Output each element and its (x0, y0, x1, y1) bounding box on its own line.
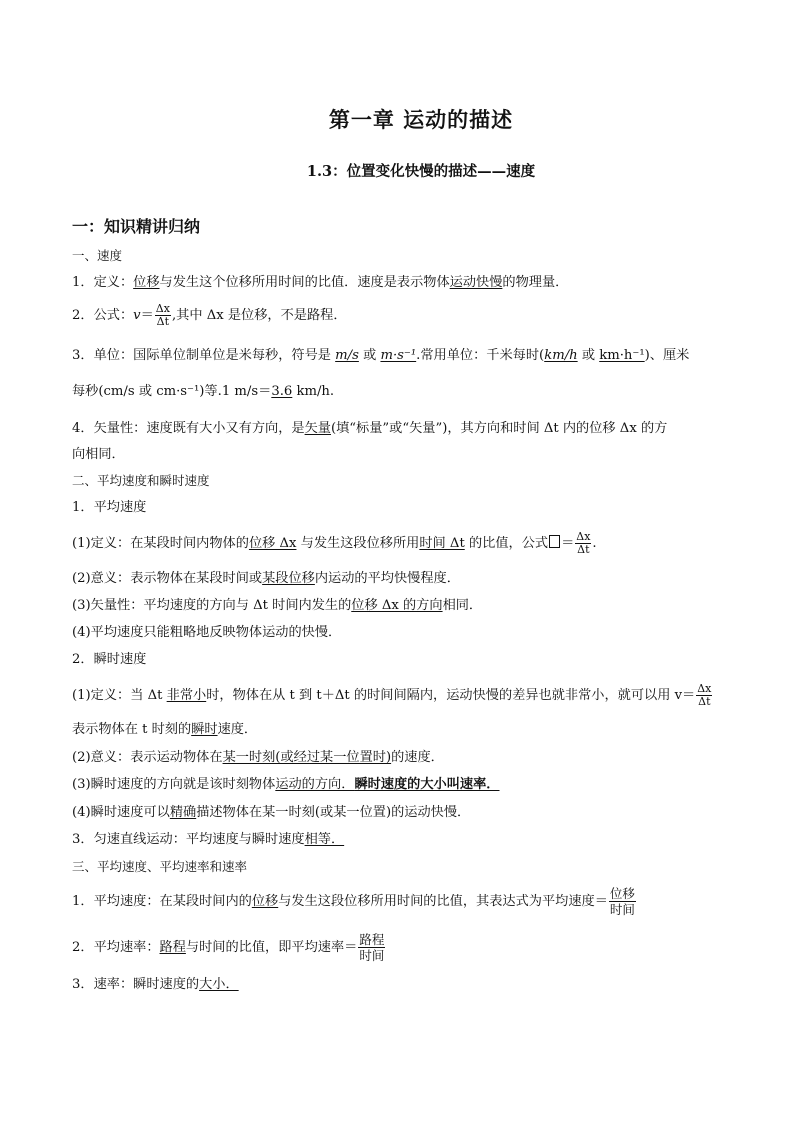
uniform-motion-line: 3．匀速直线运动：平均速度与瞬时速度相等． (72, 832, 345, 847)
definition-line: 1．定义：位移与发生这个位移所用时间的比值．速度是表示物体运动快慢的物理量． (72, 275, 569, 290)
instant-precise-line: (4)瞬时速度可以精确描述物体在某一时刻(或某一位置)的运动快慢． (72, 805, 471, 820)
avg-meaning-line: (2)意义：表示物体在某段时间或某段位移内运动的平均快慢程度． (72, 571, 460, 586)
vector-line: 4．矢量性：速度既有大小又有方向，是矢量(填“标量”或“矢量”)，其方向和时间 Δt 内的位移 Δx 的方 (72, 421, 668, 436)
instant-direction-line: (3)瞬时速度的方向就是该时刻物体运动的方向．瞬时速度的大小叫速率． (72, 777, 500, 792)
section-subtitle: 1.3：位置变化快慢的描述——速度 (306, 163, 536, 180)
avg-fraction: $\frac{\Delta x}{\Delta t}$ (576, 530, 591, 556)
main-heading: 一：知识精讲归纳 (72, 217, 201, 236)
avg-rough-line: (4)平均速度只能粗略地反映物体运动的快慢． (72, 625, 342, 640)
chapter-title: 第一章 运动的描述 (328, 107, 514, 132)
vector-line-2: 向相同． (72, 447, 125, 462)
instant-definition-line: (1)定义：当 Δt 非常小时，物体在从 t 到 t＋Δt 的时间间隔内，运动快慢的差异也就非常小，就可以用 v＝ $\frac{\Delta x}{\Delta t}$ (72, 682, 712, 708)
speed-definition-line: 3．速率：瞬时速度的大小． (72, 977, 239, 992)
instant-meaning-line: (2)意义：表示运动物体在某一时刻(或经过某一位置时)的速度． (72, 750, 444, 765)
displacement-over-time: $\frac{\text{位移}}{\text{时间}}$ (609, 886, 635, 917)
formula-line: 2．公式：v＝ $\frac{\Delta x}{\Delta t}$ ,其中 Δx 是位移，不是路程． (72, 302, 347, 328)
instant-velocity-title: 2．瞬时速度 (72, 652, 147, 667)
avg-velocity-expr-line: 1．平均速度：在某段时间内的位移与发生这段位移所用时间的比值，其表达式为平均速度＝ $\frac{\text{位移}}{\text{时间}}$ (72, 886, 635, 917)
v-bar-symbol-icon (549, 535, 560, 548)
instant-fraction: $\frac{\Delta x}{\Delta t}$ (697, 682, 712, 708)
distance-over-time: $\frac{\text{路程}}{\text{时间}}$ (359, 932, 385, 963)
instant-definition-line-2: 表示物体在 t 时刻的瞬时速度． (72, 722, 258, 737)
avg-velocity-title: 1．平均速度 (72, 500, 147, 515)
avg-definition-line: (1)定义：在某段时间内物体的位移 Δx 与发生这段位移所用时间 Δt 的比值，公式 ＝ $\frac{\Delta x}{\Delta t}$ . (72, 530, 597, 556)
unit-line-2: 每秒(cm/s 或 cm·s⁻¹)等.1 m/s＝3.6 km/h. (72, 384, 335, 399)
avg-instant-heading: 二、平均速度和瞬时速度 (72, 473, 210, 488)
unit-line: 3．单位：国际单位制单位是米每秒，符号是 m/s 或 m·s⁻¹.常用单位：千米每时(km/h 或 km·h⁻¹)、厘米 (72, 348, 690, 363)
delta-x-over-delta-t: $\frac{\Delta x}{\Delta t}$ (155, 302, 170, 328)
speed-heading: 一、速度 (72, 248, 123, 263)
avg-vector-line: (3)矢量性：平均速度的方向与 Δt 时间内发生的位移 Δx 的方向相同． (72, 598, 483, 613)
avg-speed-expr-line: 2．平均速率：路程与时间的比值，即平均速率＝ $\frac{\text{路程}}{\text{时间}}$ (72, 932, 385, 963)
speed-rate-heading: 三、平均速度、平均速率和速率 (72, 859, 248, 874)
